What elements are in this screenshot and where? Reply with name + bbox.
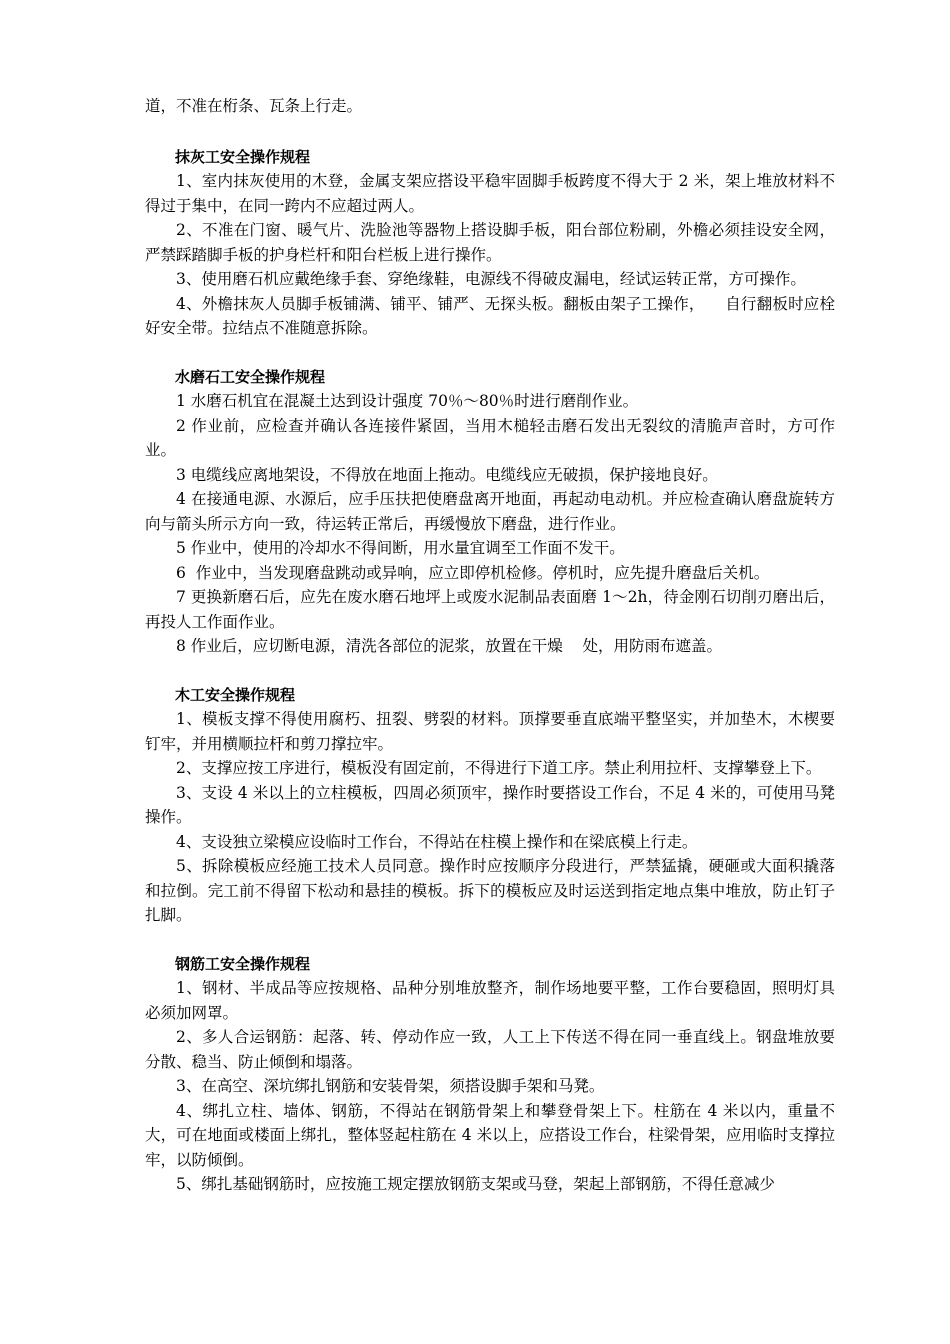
rule-paragraph: 4、外檐抹灰人员脚手板铺满、铺平、铺严、无探头板。翻板由架子工操作， 自行翻板时应栓好安全带。拉结点不准随意拆除。 (145, 294, 835, 337)
rule-paragraph: 3、支设 4 米以上的立柱模板，四周必须顶牢，操作时要搭设工作台，不足 4 米的，可使用马凳操作。 (145, 783, 835, 826)
rule-paragraph: 5、绑扎基础钢筋时，应按施工规定摆放钢筋支架或马登，架起上部钢筋，不得任意减少 (176, 1175, 775, 1193)
section-title: 水磨石工安全操作规程 (175, 367, 326, 386)
section-title: 钢筋工安全操作规程 (175, 954, 311, 973)
carpentry-section (145, 683, 835, 928)
rule-paragraph: 3、在高空、深坑绑扎钢筋和安装骨架，须搭设脚手架和马凳。 (176, 1077, 605, 1095)
section-title: 木工安全操作规程 (175, 685, 296, 704)
document-page (145, 94, 835, 1197)
intro-paragraph: 道，不准在桁条、瓦条上行走。 (145, 97, 363, 115)
rule-paragraph: 1 水磨石机宜在混凝土达到设计强度 70％～80％时进行磨削作业。 (176, 392, 639, 410)
rule-paragraph: 7 更换新磨石后，应先在废水磨石地坪上或废水泥制品表面磨 1～2h，待金刚石切削刃磨出后，再投人工作面作业。 (145, 588, 835, 631)
terrazzo-section (145, 365, 835, 659)
rule-paragraph: 5 作业中，使用的冷却水不得间断，用水量宜调至工作面不发干。 (176, 539, 625, 557)
rule-paragraph: 3 电缆线应离地架设，不得放在地面上拖动。电缆线应无破损，保护接地良好。 (176, 465, 718, 484)
rule-paragraph: 2、不准在门窗、暖气片、洗脸池等器物上搭设脚手板，阳台部位粉刷，外檐必须挂设安全网，严禁踩踏脚手板的护身栏杆和阳台栏板上进行操作。 (145, 221, 835, 264)
rule-paragraph: 2 作业前，应检查并确认各连接件紧固，当用木槌轻击磨石发出无裂纹的清脆声音时，方可作业。 (145, 416, 835, 459)
rule-paragraph: 1、钢材、半成品等应按规格、品种分别堆放整齐，制作场地要平整，工作台要稳固，照明灯具必须加网罩。 (145, 979, 835, 1022)
section-title: 抹灰工安全操作规程 (175, 147, 311, 166)
rule-paragraph: 1、模板支撑不得使用腐朽、扭裂、劈裂的材料。顶撑要垂直底端平整坚实，并加垫木，木楔要钉牢，并用横顺拉杆和剪刀撑拉牢。 (145, 710, 835, 753)
rule-paragraph: 4、绑扎立柱、墙体、钢筋，不得站在钢筋骨架上和攀登骨架上下。柱筋在 4 米以内，重量不大，可在地面或楼面上绑扎，整体竖起柱筋在 4 米以上，应搭设工作台，柱梁骨架，应用临时支撑拉牢，以防倾倒。 (145, 1101, 835, 1169)
rule-paragraph: 6 作业中，当发现磨盘跳动或异响，应立即停机检修。停机时，应先提升磨盘后关机。 (176, 563, 770, 582)
rule-paragraph: 1、室内抹灰使用的木登，金属支架应搭设平稳牢固脚手板跨度不得大于 2 米，架上堆放材料不得过于集中，在同一跨内不应超过两人。 (145, 172, 835, 215)
rule-paragraph: 2、支撑应按工序进行，模板没有固定前，不得进行下道工序。禁止利用拉杆、支撑攀登上下。 (176, 759, 822, 777)
rule-paragraph: 4 在接通电源、水源后，应手压扶把使磨盘离开地面，再起动电动机。并应检查确认磨盘旋转方向与箭头所示方向一致，待运转正常后，再缓慢放下磨盘，进行作业。 (145, 490, 835, 533)
rebar-section (145, 952, 835, 1197)
rule-paragraph: 8 作业后，应切断电源，清洗各部位的泥浆，放置在干燥 处，用防雨布遮盖。 (176, 637, 722, 655)
plastering-section (145, 145, 835, 341)
rule-paragraph: 5、拆除模板应经施工技术人员同意。操作时应按顺序分段进行，严禁猛撬，硬砸或大面积撬落和拉倒。完工前不得留下松动和悬挂的模板。拆下的模板应及时运送到指定地点集中堆放，防止钉子扎脚。 (145, 857, 835, 924)
rule-paragraph: 2、多人合运钢筋：起落、转、停动作应一致，人工上下传送不得在同一垂直线上。钢盘堆放要分散、稳当、防止倾倒和塌落。 (145, 1028, 835, 1071)
rule-paragraph: 4、支设独立梁模应设临时工作台，不得站在柱模上操作和在梁底模上行走。 (176, 832, 698, 851)
rule-paragraph: 3、使用磨石机应戴绝缘手套、穿绝缘鞋，电源线不得破皮漏电，经试运转正常，方可操作。 (176, 270, 806, 288)
